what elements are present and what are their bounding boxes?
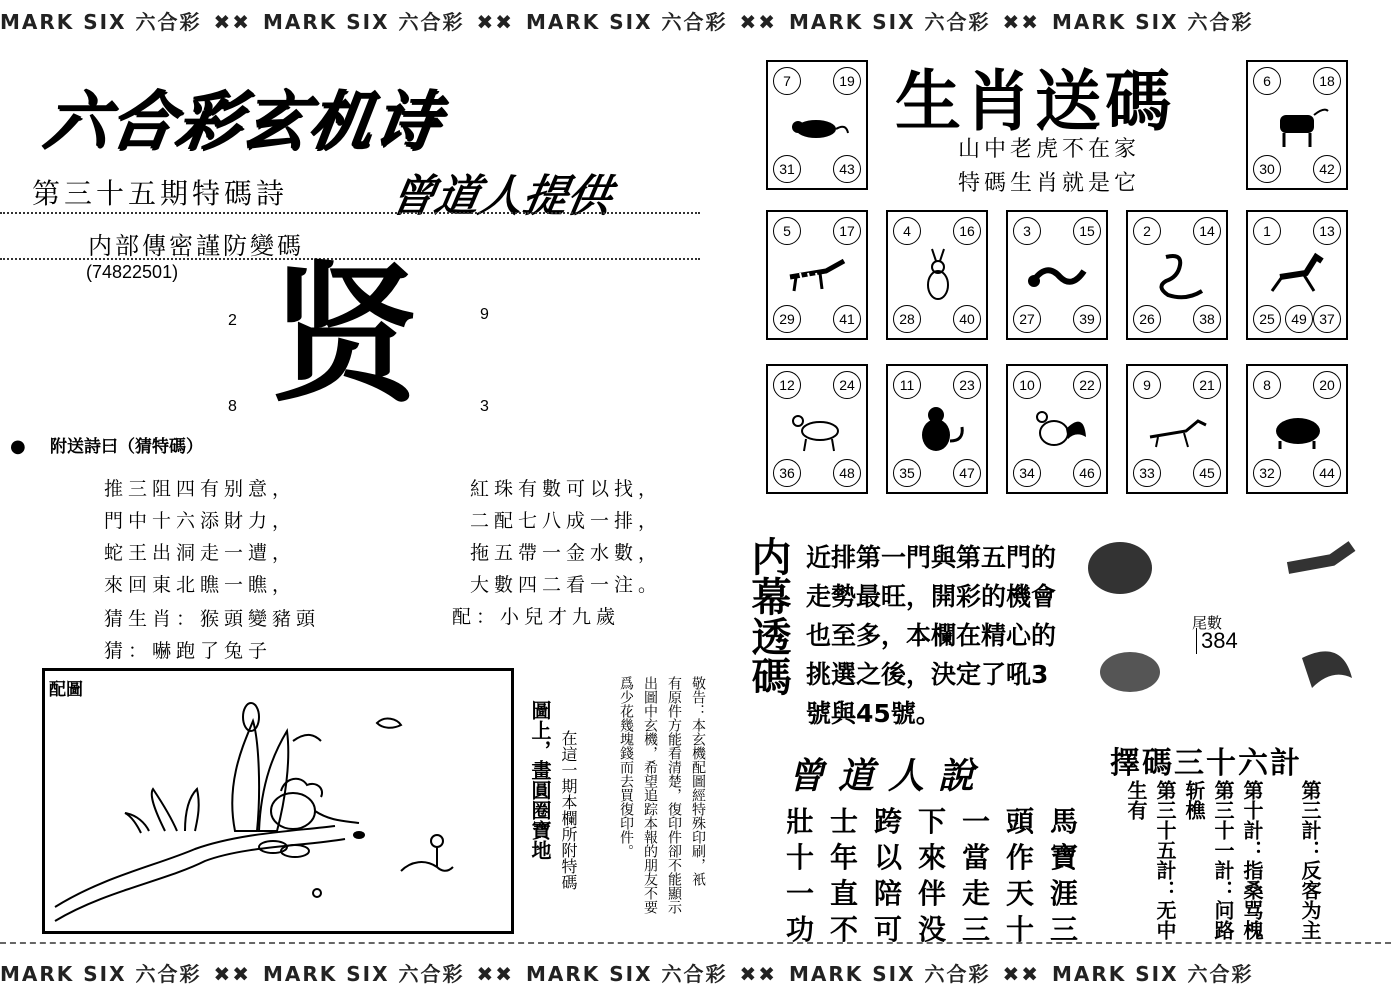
inside-tip-title: 内幕透碼 — [745, 536, 791, 696]
number-ball: 16 — [953, 217, 981, 245]
corner-number: 3 — [480, 398, 489, 415]
strategy-column: 第三十一計：问路斩樵 — [1182, 780, 1235, 940]
number-ball: 44 — [1313, 459, 1341, 487]
verse-line: 壯士跨下一頭馬 — [786, 805, 1095, 838]
side-column: 圖上，畫圓圈寶地 — [528, 700, 552, 860]
notice-column: 敬告：本玄機配圖經特殊印刷，衹 — [690, 676, 706, 886]
zodiac-subtitle: 山中老虎不在家 — [958, 137, 1141, 162]
number-ball: 36 — [773, 459, 801, 487]
strategy-column: 第三計：反客为主 — [1298, 780, 1322, 940]
number-ball: 20 — [1313, 371, 1341, 399]
poem-line: 大數四二看一注。 — [470, 574, 663, 596]
number-ball: 48 — [833, 459, 861, 487]
verse-line: 功不可没三十三 — [786, 913, 1095, 946]
notice-column: 有原件方能看清楚，復印件卻不能顯示 — [666, 676, 682, 914]
dragon-icon — [1026, 247, 1090, 305]
ox-icon — [1266, 97, 1330, 155]
poem-line: 蛇王出洞走一遭， — [104, 542, 297, 564]
number-ball: 6 — [1253, 67, 1281, 95]
side-column: 在這一期本欄所附特碼 — [559, 730, 578, 890]
poem-line: 紅珠有數可以找， — [470, 478, 663, 500]
poem-line: 猜：嚇跑了兔子 — [104, 640, 273, 662]
number-ball: 27 — [1013, 305, 1041, 333]
number-ball: 12 — [773, 371, 801, 399]
zodiac-card-rabbit — [886, 210, 988, 340]
zodiac-card-rooster — [1006, 364, 1108, 494]
number-ball: 13 — [1313, 217, 1341, 245]
number-ball: 23 — [953, 371, 981, 399]
main-title: 六合彩玄机诗 — [38, 84, 446, 159]
number-ball: 39 — [1073, 305, 1101, 333]
zodiac-card-goat — [766, 364, 868, 494]
verse-line: 一直陪伴走天涯 — [786, 877, 1095, 910]
number-ball: 4 — [893, 217, 921, 245]
zodiac-card-ox — [1246, 60, 1348, 190]
number-ball: 40 — [953, 305, 981, 333]
corner-number: 8 — [228, 398, 237, 415]
corner-number: 2 — [228, 312, 237, 329]
number-ball: 22 — [1073, 371, 1101, 399]
number-ball: 47 — [953, 459, 981, 487]
number-ball: 8 — [1253, 371, 1281, 399]
number-ball: 43 — [833, 155, 861, 183]
number-ball: 42 — [1313, 155, 1341, 183]
poem-line: 二配七八成一排， — [470, 510, 663, 532]
number-ball: 25 — [1253, 305, 1281, 333]
issue-label: 第三十五期特碼詩 — [32, 177, 289, 210]
tiger-icon — [786, 247, 850, 305]
zodiac-card-monkey — [886, 364, 988, 494]
notice-column: 出圖中玄機，希望追踪本報的朋友不要 — [642, 676, 658, 914]
number-ball: 45 — [1193, 459, 1221, 487]
horse-icon — [1266, 247, 1330, 305]
number-ball: 15 — [1073, 217, 1101, 245]
poem-line: 拖五帶一金水數， — [470, 542, 663, 564]
divider — [0, 212, 700, 214]
number-ball: 37 — [1313, 305, 1341, 333]
number-ball: 11 — [893, 371, 921, 399]
number-ball: 49 — [1285, 305, 1313, 333]
zodiac-subtitle: 特碼生肖就是它 — [958, 171, 1141, 196]
zodiac-card-dog — [1126, 364, 1228, 494]
tail-number-value: 384 — [1196, 628, 1238, 654]
number-ball: 28 — [893, 305, 921, 333]
inside-tip-body: 近排第一門與第五門的走勢最旺，開彩的機會也至多，本欄在精心的挑選之後，決定了吼3號與45號。 — [806, 543, 1057, 728]
number-ball: 32 — [1253, 459, 1281, 487]
bullet-icon: ● — [10, 436, 26, 457]
zodiac-card-tiger — [766, 210, 868, 340]
monkey-icon — [906, 401, 970, 459]
gift-label: 附送詩曰（猜特碼） — [50, 437, 203, 457]
zodiac-card-dragon — [1006, 210, 1108, 340]
number-ball: 14 — [1193, 217, 1221, 245]
number-ball: 46 — [1073, 459, 1101, 487]
number-ball: 24 — [833, 371, 861, 399]
zodiac-card-pig — [1246, 364, 1348, 494]
goat-icon — [786, 401, 850, 459]
poem-line: 猜生肖：猴頭變豬頭 — [104, 608, 321, 630]
provider-label: 曾道人提供 — [386, 171, 616, 222]
verse-line: 十年以來當作寶 — [786, 841, 1095, 874]
zodiac-card-snake — [1126, 210, 1228, 340]
number-ball: 7 — [773, 67, 801, 95]
number-ball: 41 — [833, 305, 861, 333]
zodiac-card-rat — [766, 60, 868, 190]
number-ball: 21 — [1193, 371, 1221, 399]
rooster-icon — [1026, 401, 1090, 459]
number-ball: 29 — [773, 305, 801, 333]
number-ball: 17 — [833, 217, 861, 245]
notice-column: 爲少花幾塊錢而去買復印件。 — [618, 676, 634, 858]
number-ball: 9 — [1133, 371, 1161, 399]
phone-number: (74822501) — [86, 262, 179, 282]
bottom-banner: MARK SIX 六合彩 ✖✖ MARK SIX 六合彩 ✖✖ MARK SIX 六合彩 ✖✖ MARK SIX 六合彩 ✖✖ MARK SIX 六合彩 — [0, 962, 1254, 986]
rat-icon — [786, 97, 850, 155]
master-says-title: 曾道人說 — [788, 755, 989, 797]
picture-box — [42, 668, 514, 934]
number-ball: 2 — [1133, 217, 1161, 245]
number-ball: 35 — [893, 459, 921, 487]
snake-icon — [1146, 247, 1210, 305]
number-ball: 38 — [1193, 305, 1221, 333]
strategy-column: 第三十五計：无中生有 — [1124, 780, 1177, 940]
number-ball: 1 — [1253, 217, 1281, 245]
number-ball: 18 — [1313, 67, 1341, 95]
dog-icon — [1146, 401, 1210, 459]
big-character: 贤 — [270, 247, 421, 423]
number-ball: 5 — [773, 217, 801, 245]
number-ball: 31 — [773, 155, 801, 183]
corner-number: 9 — [480, 306, 489, 323]
poem-line: 推三阻四有别意， — [104, 478, 297, 500]
rabbit-icon — [906, 247, 970, 305]
number-ball: 3 — [1013, 217, 1041, 245]
number-ball: 10 — [1013, 371, 1041, 399]
pig-icon — [1266, 401, 1330, 459]
number-ball: 34 — [1013, 459, 1041, 487]
hidden-picture-illustration — [45, 671, 511, 931]
secret-label: 内部傳密謹防變碼 — [88, 232, 304, 260]
zodiac-card-horse — [1246, 210, 1348, 340]
number-ball: 26 — [1133, 305, 1161, 333]
number-ball: 33 — [1133, 459, 1161, 487]
number-ball: 19 — [833, 67, 861, 95]
strategy-title: 擇碼三十六計 — [1110, 746, 1302, 781]
number-ball: 30 — [1253, 155, 1281, 183]
poem-line: 門中十六添財力， — [104, 510, 297, 532]
zodiac-title: 生肖送碼 — [895, 63, 1175, 140]
top-banner: MARK SIX 六合彩 ✖✖ MARK SIX 六合彩 ✖✖ MARK SIX 六合彩 ✖✖ MARK SIX 六合彩 ✖✖ MARK SIX 六合彩 — [0, 10, 1254, 34]
tail-number-label: 尾數 — [1192, 615, 1223, 632]
poem-line: 來回東北瞧一瞧， — [104, 574, 297, 596]
poem-line: 配：小兒才九歲 — [452, 606, 621, 628]
strategy-column: 第十計：指桑骂槐 — [1240, 780, 1264, 940]
picture-label: 配圖 — [49, 680, 83, 700]
